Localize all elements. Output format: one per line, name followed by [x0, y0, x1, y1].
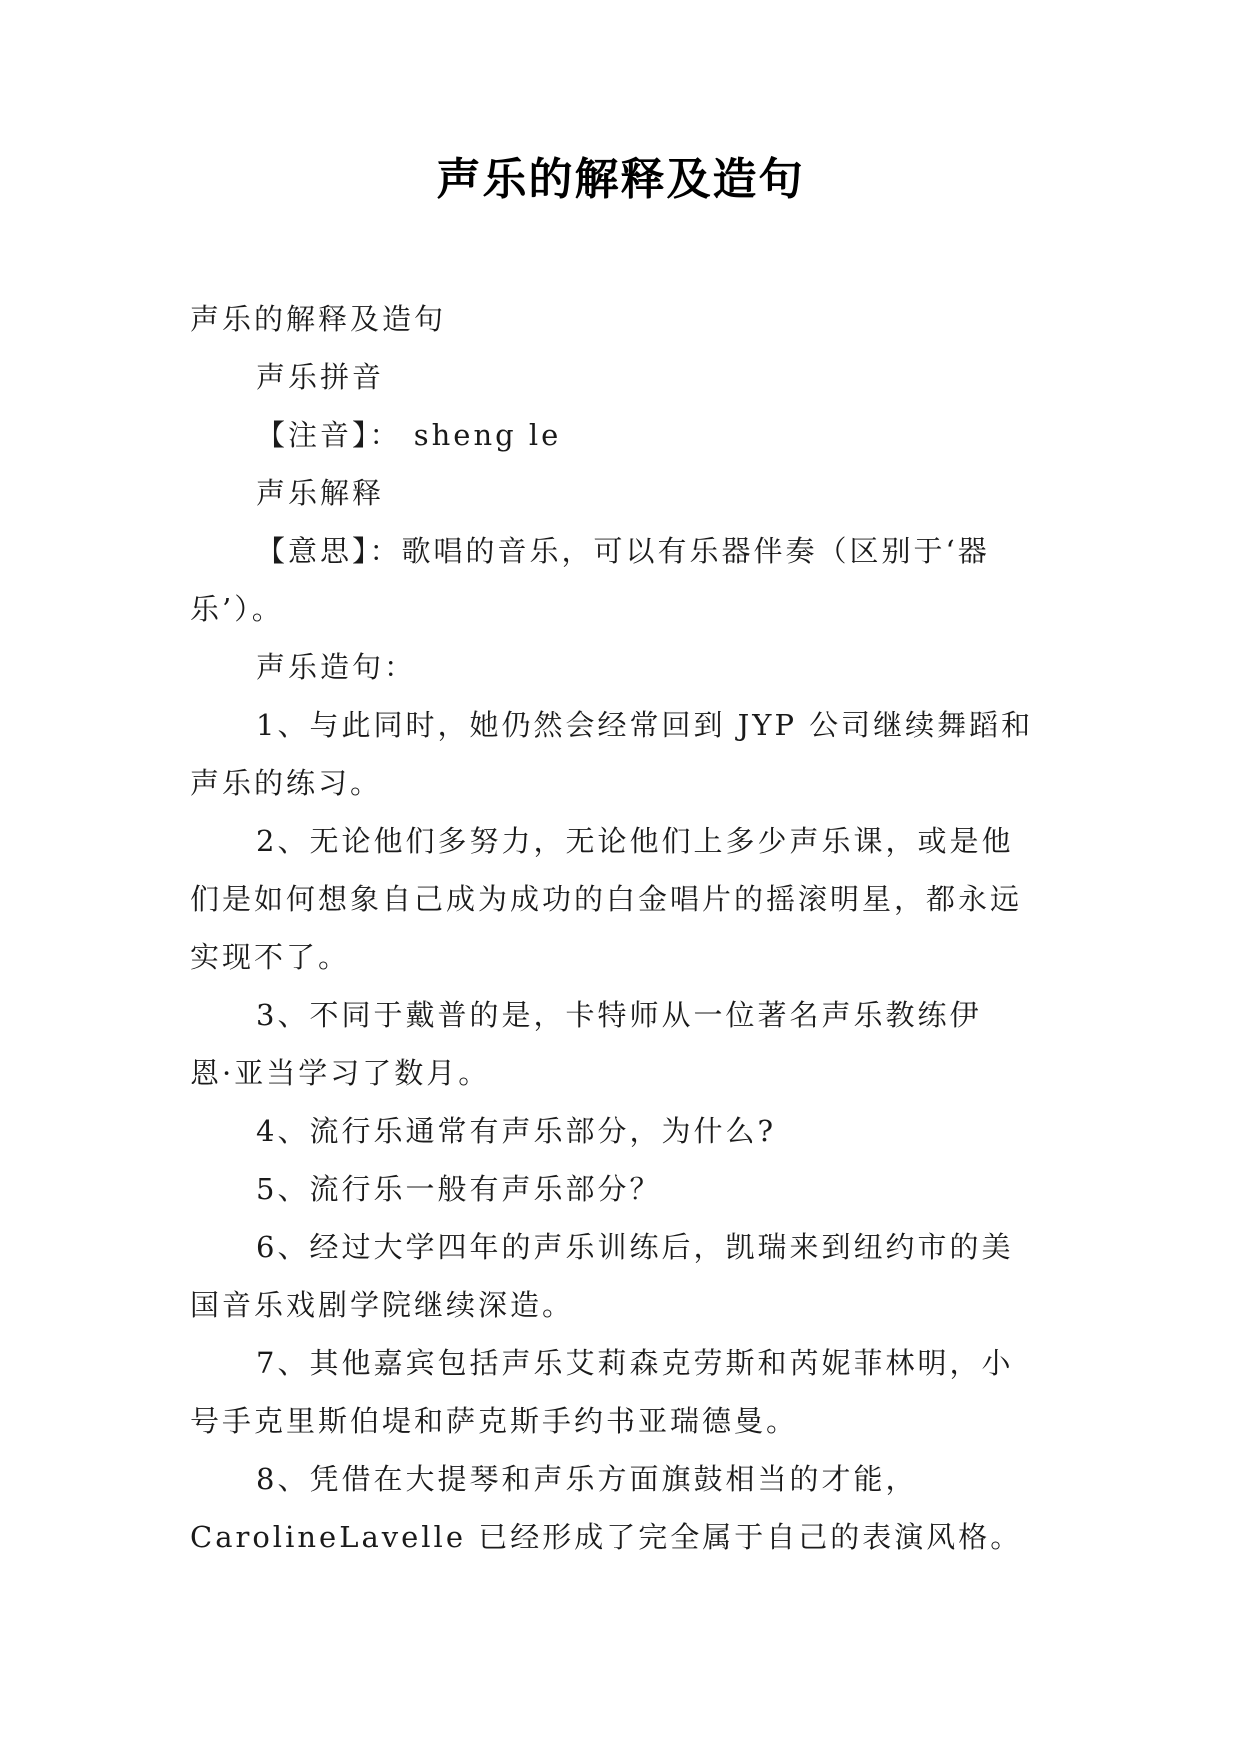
pinyin-heading: 声乐拼音: [256, 360, 385, 394]
heading-line: 声乐的解释及造句: [190, 302, 447, 336]
example-2-line-1: 2、无论他们多努力，无论他们上多少声乐课，或是他: [256, 824, 1014, 858]
example-6-line-1: 6、经过大学四年的声乐训练后，凯瑞来到纽约市的美: [256, 1230, 1014, 1264]
example-4-line: 4、流行乐通常有声乐部分，为什么?: [256, 1114, 776, 1148]
examples-heading: 声乐造句：: [256, 650, 417, 684]
example-7-line-2: 号手克里斯伯堤和萨克斯手约书亚瑞德曼。: [190, 1404, 799, 1438]
example-1-line-2: 声乐的练习。: [190, 766, 383, 800]
example-2-line-2: 们是如何想象自己成为成功的白金唱片的摇滚明星，都永远: [190, 882, 1023, 916]
example-3-line-2: 恩·亚当学习了数月。: [190, 1056, 491, 1090]
example-8-line-1: 8、凭借在大提琴和声乐方面旗鼓相当的才能，: [256, 1462, 918, 1496]
document-body: [190, 290, 1052, 1566]
example-6-line-2: 国音乐戏剧学院继续深造。: [190, 1288, 575, 1322]
example-3-line-1: 3、不同于戴普的是，卡特师从一位著名声乐教练伊: [256, 998, 982, 1032]
document-title: 声乐的解释及造句: [436, 154, 805, 205]
example-7-line-1: 7、其他嘉宾包括声乐艾莉森克劳斯和芮妮菲林明，小: [256, 1346, 1014, 1380]
example-5-line: 5、流行乐一般有声乐部分？: [256, 1172, 662, 1206]
meaning-line-1: 【意思】：歌唱的音乐，可以有乐器伴奏（区别于‘器: [256, 534, 990, 568]
example-8-line-2: CarolineLavelle 已经形成了完全属于自己的表演风格。: [190, 1520, 1023, 1554]
meaning-line-2: 乐’）。: [190, 592, 284, 626]
example-2-line-3: 实现不了。: [190, 940, 351, 974]
meaning-heading: 声乐解释: [256, 476, 385, 510]
example-1-line-1: 1、与此同时，她仍然会经常回到 JYP 公司继续舞蹈和: [256, 708, 1034, 742]
pronunciation-line: 【注音】： sheng le: [256, 418, 562, 452]
